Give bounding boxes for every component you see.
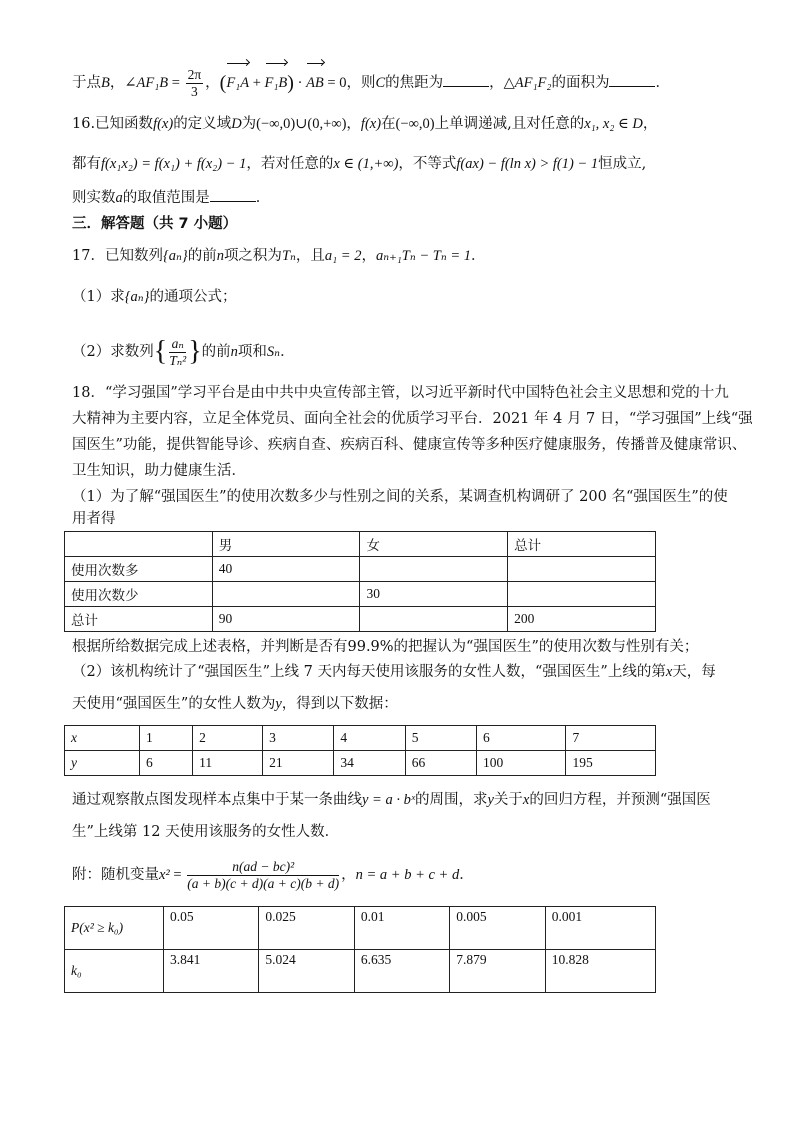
p-value-cell: 0.01 (354, 907, 449, 950)
contingency-table (64, 531, 656, 632)
chi-square-formula (187, 859, 339, 892)
q17-part1 (72, 286, 236, 308)
y-value-cell: 21 (263, 751, 334, 776)
q18-para-line: 大精神为主要内容，立足全体党员、面向全社会的优质学习平台．2021 年 4 月 7 日，“学习强国”上线“强 (72, 411, 753, 427)
table-cell: 90 (212, 607, 360, 632)
text: ，∠ (109, 75, 137, 91)
p-value-cell: 0.001 (545, 907, 655, 950)
q18-part2-line2 (72, 693, 398, 715)
math-chi: x² (159, 867, 170, 883)
math-functional-equation: f(x₁x₂) = f(x₁) + f(x₂) − 1 (101, 156, 247, 172)
math-n: n (230, 344, 238, 360)
text: 项之积为 (223, 248, 282, 264)
text: 都有 (72, 156, 101, 172)
q17-stem (72, 245, 486, 267)
table-cell: 使用次数少 (65, 582, 213, 607)
math-triangle: AF₁F₂ (514, 75, 552, 91)
math-domain: (−∞,0)∪(0,+∞) (256, 116, 347, 132)
q18-para-line: 国医生”功能，提供智能导诊、疾病自查、疾病百科、健康宣传等多种医疗健康服务，传播普及健康常识、 (72, 437, 747, 453)
fraction-denominator: Tₙ² (169, 352, 187, 368)
q18-after-table1: 根据所给数据完成上述表格，并判断是否有99.9%的把握认为“强国医生”的使用次数与性别有关； (72, 639, 699, 655)
x-value-cell: 4 (334, 726, 405, 751)
table-cell (212, 582, 360, 607)
math-dot: · (293, 75, 307, 91)
y-value-cell: 100 (476, 751, 565, 776)
table-cell (508, 582, 656, 607)
text: 16.已知函数 (72, 116, 154, 132)
text: 在 (381, 116, 396, 132)
table-cell: 30 (360, 582, 508, 607)
math-eq0: = 0 (323, 75, 347, 91)
answer-blank[interactable] (609, 72, 655, 87)
text: ，若对任意的 (246, 156, 334, 172)
paren-open: ( (219, 72, 227, 94)
k-value-cell: 3.841 (164, 950, 259, 993)
fraction-numerator: 2π (187, 66, 202, 82)
table-row (65, 557, 656, 582)
math-seq: {aₙ} (124, 289, 150, 305)
brace-close: } (188, 336, 202, 367)
table-header-cell: 女 (360, 532, 508, 557)
text: 上单调递减,且对任意的 (434, 116, 585, 132)
table-header-row (65, 532, 656, 557)
x-value-cell: 7 (566, 726, 656, 751)
text: 关于 (493, 792, 523, 808)
math-x: x (522, 792, 530, 808)
table-header-cell: 男 (212, 532, 360, 557)
text: 的定义域 (173, 116, 232, 132)
table-cell (360, 607, 508, 632)
vector-ab: AB (306, 66, 324, 100)
text: 项和 (237, 344, 267, 360)
text: 则实数 (72, 190, 116, 206)
row-label-k: k₀ (65, 950, 164, 993)
table-row (65, 607, 656, 632)
math-inequality: f(ax) − f(ln x) > f(1) − 1 (456, 156, 599, 172)
table-row-p (65, 907, 656, 950)
text: 的回归方程，并预测“强国医 (529, 792, 711, 808)
math-sn: Sₙ (266, 344, 281, 360)
text: ． (471, 248, 486, 264)
brace-open: { (153, 336, 168, 367)
text: ，得到以下数据： (281, 696, 398, 712)
fraction-denominator: 3 (190, 83, 198, 99)
q18-part1-line: 用者得 (72, 511, 116, 527)
table-cell (360, 557, 508, 582)
table-cell: 总计 (65, 607, 213, 632)
q18-para-line: 卫生知识，助力健康生活． (72, 463, 246, 479)
row-label-y: y (65, 751, 140, 776)
math-a1: a₁ = 2 (324, 248, 362, 264)
fraction-2pi-3 (186, 67, 204, 100)
text: 的通项公式； (149, 289, 237, 305)
k-value-cell: 6.635 (354, 950, 449, 993)
text: 的取值范围是 (122, 190, 210, 206)
text: （1）求 (72, 289, 125, 305)
q18-regression-line2: 生”上线第 12 天使用该服务的女性人数． (72, 824, 340, 840)
vector-f1a: F₁A (226, 66, 249, 100)
q15-tail-line (72, 66, 670, 100)
y-value-cell: 6 (140, 751, 193, 776)
table-row-k (65, 950, 656, 993)
math-angle: AF₁B (136, 75, 169, 91)
q18-appendix (72, 856, 474, 894)
math-curve: y = a · bˣ (362, 792, 415, 808)
paren-close: ) (287, 72, 294, 94)
critical-value-table (64, 906, 656, 993)
math-plus: + (249, 75, 265, 91)
math-relation: aₙ₊₁Tₙ − Tₙ = 1 (375, 248, 471, 264)
row-label-x: x (65, 726, 140, 751)
y-value-cell: 195 (566, 751, 656, 776)
math-seq: {aₙ} (162, 248, 188, 264)
text: 的前 (187, 248, 217, 264)
math-eq: = (168, 75, 184, 91)
text: 天使用“强国医生”的女性人数为 (72, 696, 276, 712)
text: 的周围，求 (414, 792, 488, 808)
table-row-y (65, 751, 656, 776)
text: ． (459, 867, 474, 883)
table-cell: 40 (212, 557, 360, 582)
text: ，不等式 (398, 156, 457, 172)
fraction-numerator: aₙ (169, 336, 186, 353)
p-value-cell: 0.05 (164, 907, 259, 950)
math-n: n (216, 248, 224, 264)
text: ，则 (346, 75, 376, 91)
text: 恒成立, (598, 156, 647, 172)
math-vars: x₁, x₂ ∈ D (584, 116, 643, 132)
math-c: C (375, 75, 386, 91)
text: （2）求数列 (72, 344, 154, 360)
text: ， (205, 75, 220, 91)
p-value-cell: 0.005 (450, 907, 545, 950)
math-y: y (487, 792, 494, 808)
q16-line2 (72, 153, 646, 175)
row-label-p: P(x² ≥ k₀) (65, 907, 164, 950)
q18-regression-line1 (72, 789, 711, 811)
fraction-denominator: (a + b)(c + d)(a + c)(b + d) (187, 875, 340, 891)
x-value-cell: 5 (405, 726, 476, 751)
text: （2）该机构统计了“强国医生”上线 7 天内每天使用该服务的女性人数，“强国医生”上线的第 (72, 664, 666, 680)
math-b: B (101, 75, 110, 91)
y-value-cell: 34 (334, 751, 405, 776)
text: ， (341, 867, 356, 883)
math-x-range: x ∈ (1,+∞) (333, 156, 399, 172)
table-cell (508, 557, 656, 582)
text: ． (280, 344, 295, 360)
table-cell: 使用次数多 (65, 557, 213, 582)
table-header-cell (65, 532, 213, 557)
q18-part2-line1 (72, 661, 716, 683)
text: 的前 (201, 344, 231, 360)
text: 附：随机变量 (72, 867, 159, 883)
fraction-an-tn2 (169, 336, 186, 369)
k-value-cell: 5.024 (259, 950, 354, 993)
text: ． (655, 75, 670, 91)
text: ， (642, 116, 658, 132)
math-y: y (275, 696, 282, 712)
math-x: x (665, 664, 673, 680)
k-value-cell: 7.879 (450, 950, 545, 993)
q18-part1-line: （1）为了解“强国医生”的使用次数多少与性别之间的关系，某调查机构调研了 200 名“强国医生”的使 (72, 489, 728, 505)
q18-para-line: 18．“学习强国”学习平台是由中共中央宣传部主管，以习近平新时代中国特色社会主义思想和党的十九 (72, 385, 729, 401)
math-interval: (−∞,0) (395, 116, 435, 132)
table-row-x (65, 726, 656, 751)
math-fx: f(x) (153, 116, 174, 132)
section-heading: 三．解答题（共 7 小题） (72, 216, 238, 232)
p-value-cell: 0.025 (259, 907, 354, 950)
vector-f1b: F₁B (265, 66, 288, 100)
text: ，△ (489, 75, 515, 91)
table-header-cell: 总计 (508, 532, 656, 557)
y-value-cell: 66 (405, 751, 476, 776)
text: 17．已知数列 (72, 248, 163, 264)
q16-line1 (72, 113, 657, 135)
text: 的焦距为 (385, 75, 444, 91)
y-value-cell: 11 (193, 751, 263, 776)
math-tn: Tₙ (281, 248, 296, 264)
text: 天，每 (672, 664, 716, 680)
math-n-def: n = a + b + c + d (355, 867, 460, 883)
k-value-cell: 10.828 (545, 950, 655, 993)
x-value-cell: 2 (193, 726, 263, 751)
answer-blank[interactable] (443, 72, 489, 87)
math-eq: = (169, 867, 186, 883)
table-row (65, 582, 656, 607)
x-value-cell: 3 (263, 726, 334, 751)
text: 于点 (72, 75, 101, 91)
text: 通过观察散点图发现样本点集中于某一条曲线 (72, 792, 362, 808)
math-fx: f(x) (360, 116, 382, 132)
q16-line3 (72, 187, 270, 209)
text: ． (255, 190, 271, 206)
x-value-cell: 6 (476, 726, 565, 751)
text: 为 (241, 116, 257, 132)
xy-data-table (64, 725, 656, 776)
math-d: D (231, 116, 242, 132)
q17-part2 (72, 334, 295, 370)
math-a: a (115, 190, 123, 206)
text: ， (346, 116, 361, 132)
fraction-numerator: n(ad − bc)² (187, 859, 339, 876)
text: ，且 (295, 248, 325, 264)
table-cell: 200 (508, 607, 656, 632)
text: 的面积为 (551, 75, 610, 91)
x-value-cell: 1 (140, 726, 193, 751)
answer-blank[interactable] (210, 187, 256, 202)
text: ， (361, 248, 376, 264)
